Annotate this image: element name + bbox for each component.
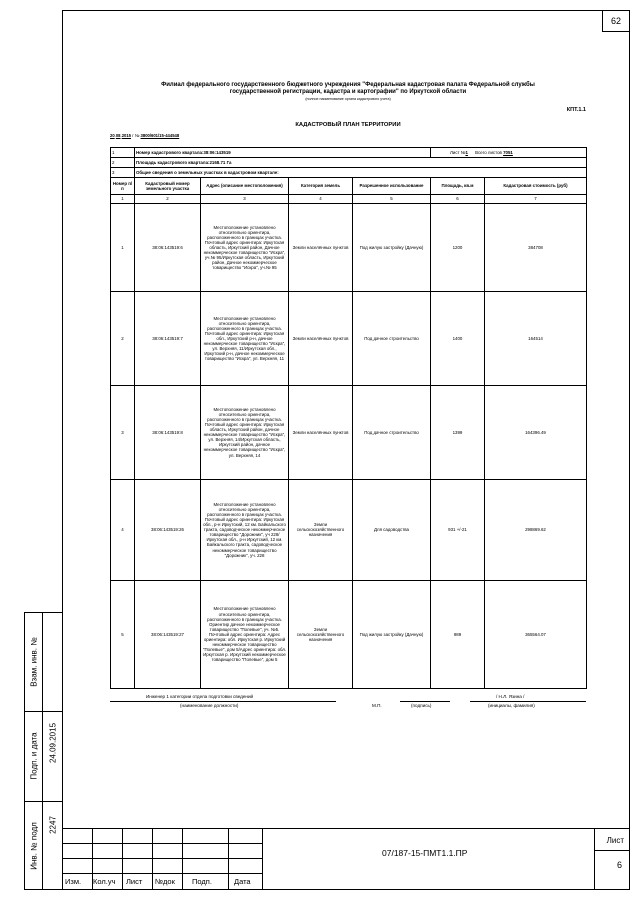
table-header-row bbox=[111, 177, 587, 194]
sign-caption: (подпись) bbox=[411, 702, 432, 708]
podp-label: Подп. и дата bbox=[29, 732, 38, 780]
col-header: Кадастровая стоимость (руб) bbox=[485, 177, 587, 194]
tb-sheet-label: Лист bbox=[606, 836, 624, 845]
tb-data: Дата bbox=[234, 877, 251, 886]
tb-ndok: №док bbox=[155, 877, 175, 886]
document-date: 20.08.2015 г № 3800/601/15-444548 bbox=[110, 132, 180, 138]
col-header: Категория земель bbox=[289, 177, 353, 194]
col-header: Номер п/п bbox=[111, 177, 135, 194]
podp-date-value: 24.09.2015 bbox=[48, 722, 57, 764]
col-header: Адрес (описание местоположения) bbox=[201, 177, 289, 194]
name-caption: (инициалы, фамилия) bbox=[488, 702, 535, 708]
tb-podp: Подп. bbox=[192, 877, 212, 886]
vzam-label: Взам. инв. № bbox=[29, 637, 38, 687]
form-code: КПТ.1.1 bbox=[566, 106, 586, 113]
position-caption: (наименование должности) bbox=[180, 702, 239, 708]
column-number-row: 1 2 3 4 5 6 7 bbox=[111, 194, 587, 203]
table-row: 2 38:06:143519:7 Местоположение установлено относительно ориентира, расположенного в границах участка. Почтовый адрес ориентира: Иркутская обл., Иркутский р-н, дачное некоммерческое товарищество "Искра", ул. Верхняя, 11/Иркутская обл., Иркутский р-н, дачное некоммерческое товарищество "Искра", ул. Верхняя, 11 Земли населённых пунктов Под дачное строительство 1400 164514 bbox=[111, 291, 587, 385]
page-number: 62 bbox=[602, 10, 630, 32]
document-title: КАДАСТРОВЫЙ ПЛАН ТЕРРИТОРИИ bbox=[295, 121, 401, 128]
signer-position: Инженер 1 категории отдела подготовки сведений bbox=[146, 693, 254, 699]
col-header: Разрешенное использование bbox=[353, 177, 431, 194]
org-header-line2: государственной регистрации, кадастра и картографии" по Иркутской области bbox=[229, 88, 467, 95]
tb-sheet-value: 6 bbox=[616, 860, 622, 870]
info-row-area: 2 Площадь кадастрового квартала:2168.71 Га bbox=[111, 157, 587, 167]
title-block bbox=[62, 828, 630, 890]
table-row: 3 38:06:143519:8 Местоположение установлено относительно ориентира, расположенного в границах участка. Почтовый адрес ориентира: Иркутская область, Иркутский район, дачное некоммерческое товарищество "Искра", ул. Верхняя, 14/Иркутская область, Иркутский район, дачное некоммерческое товарищество "Искра", ул. Верхняя, 14 Земли населённых пунктов Под дачное строительство 1399 164396.49 bbox=[111, 385, 587, 479]
col-header: Кадастровый номер земельного участка bbox=[135, 177, 201, 194]
table-row: 1 38:06:143519:6 Местоположение установлено относительно ориентира, расположенного в границах участка. Почтовый адрес ориентира: Иркутская область, Иркутский район, Дачное некоммерческое товарищество "Искра", уч.№ 95/Иркутская область, Иркутский район, Дачное некоммерческое товарищество "Искра", уч.№ 95 Земли населённых пунктов Под жилую застройку (Дачную) 1200 384708 bbox=[111, 203, 587, 291]
tb-kol: Кол.уч bbox=[93, 877, 116, 886]
info-row-general: 3 Общие сведения о земельных участках в кадастровом квартале: bbox=[111, 167, 587, 177]
table-row: 4 38:06:143519:26 Местоположение установлено относительно ориентира, расположенного в границах участка. Почтовый адрес ориентира: Иркутская обл., р-н Иркутский, 12 км. Байкальского тракта, садоводческое некоммерческое товарищество "Дорожник", уч 228/Иркутская обл., р-н Иркутский, 12 км. Байкальского тракта, садоводческое некоммерческое товарищество "Дорожник", уч. 228 Земли сельскохозяйственного назначения Для садоводства 931 +/-21 298869.62 bbox=[111, 479, 587, 580]
tb-izm: Изм. bbox=[65, 877, 82, 886]
cadastral-table bbox=[110, 147, 587, 689]
mp-label: М.П. bbox=[372, 702, 382, 708]
org-header bbox=[110, 82, 586, 96]
cadastral-document bbox=[110, 82, 586, 717]
side-stamp bbox=[24, 612, 62, 890]
inv-label: Инв. № подл bbox=[29, 822, 38, 870]
document-code: 07/187-15-ПМТ1.1.ПР bbox=[382, 848, 468, 858]
org-header-line1: Филиал федерального государственного бюджетного учреждения "Федеральная кадастровая палата Федеральной службы bbox=[161, 82, 535, 88]
table-row: 5 38:06:143519:27 Местоположение установлено относительно ориентира, расположенного в границах участка. Ориентир дачное некоммерческое товарищество "Полевые", уч. №5. Почтовый адрес ориентира: Адрес ориентира: обл. Иркутская р. Иркутский некоммерческое товарищество "Полевые", дом 5/Адрес ориентира: обл. Иркутская р. Иркутский некоммерческое товарищество "Полевые", дом 5 Земли сельскохозяйственного назначения Под жилую застройку (Дачную) 989 365564.07 bbox=[111, 580, 587, 688]
inv-value: 2247 bbox=[48, 816, 57, 834]
org-header-subtitle: (полное наименование органа кадастрового учета) bbox=[305, 96, 391, 101]
tb-list: Лист bbox=[126, 877, 143, 886]
signature-block bbox=[110, 693, 586, 717]
signer-name: / Н.Л. Язина / bbox=[496, 693, 525, 699]
info-row-quarter: 1 Номер кадастрового квартала:38:06:143519 Лист №1 Всего листов 7051 bbox=[111, 147, 587, 157]
col-header: Площадь, кв.м bbox=[431, 177, 485, 194]
